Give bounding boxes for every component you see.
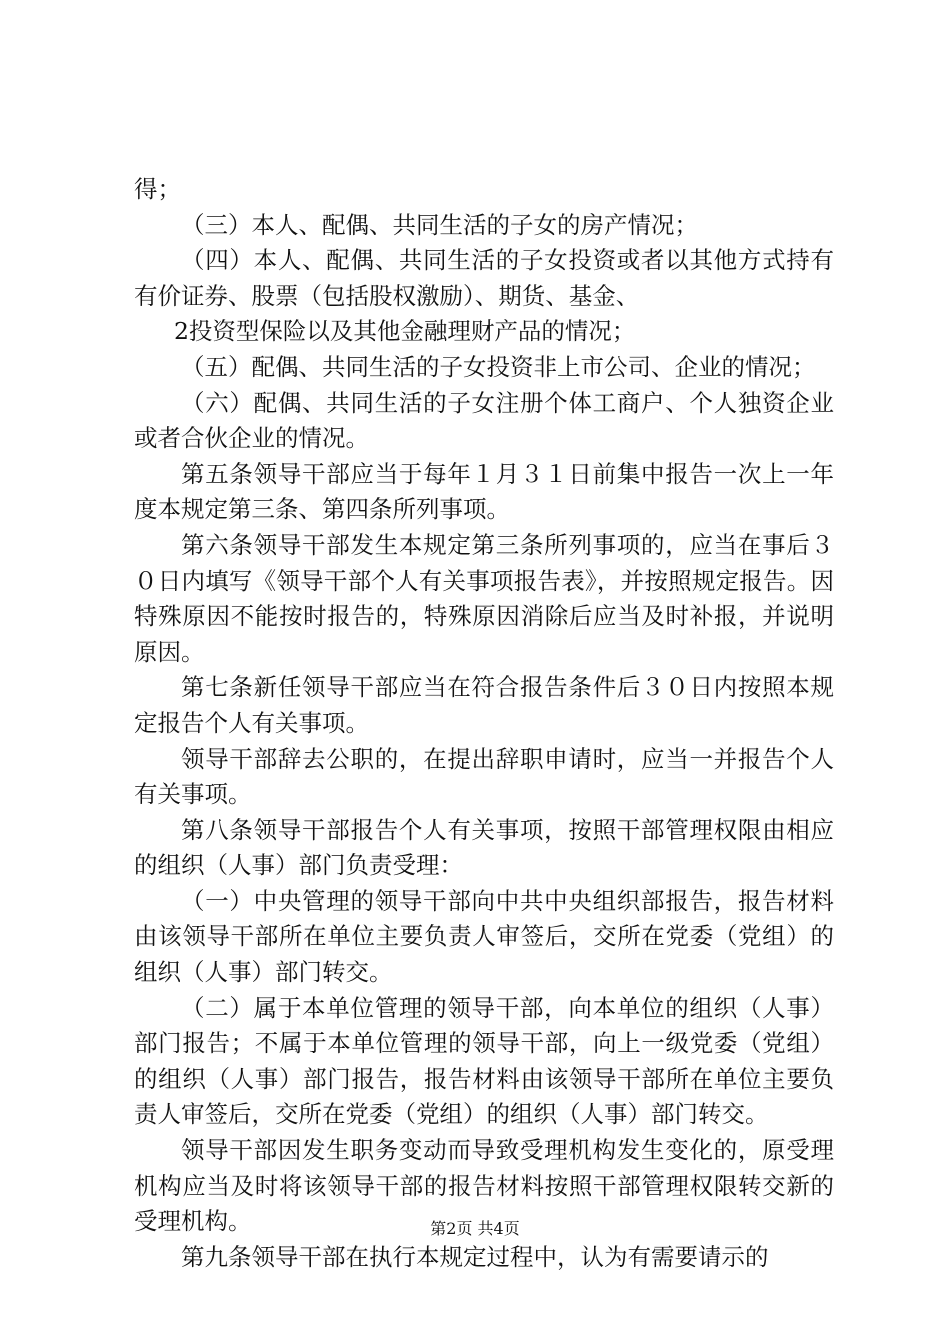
document-body [134,172,834,1275]
paragraph: 得； [134,175,181,203]
paragraph: （四）本人、配偶、共同生活的子女投资或者以其他方式持有有价证券、股票（包括股权激励）、期货、基金、 [134,246,834,310]
paragraph: （三）本人、配偶、共同生活的子女的房产情况； [181,210,698,239]
paragraph: 领导干部辞去公职的，在提出辞职申请时，应当一并报告个人有关事项。 [134,744,834,809]
paragraph: 第九条领导干部在执行本规定过程中，认为有需要请示的 [181,1242,769,1271]
paragraph: 第五条领导干部应当于每年１月３１日前集中报告一次上一年度本规定第三条、第四条所列事项。 [134,459,834,524]
paragraph: （二）属于本单位管理的领导干部，向本单位的组织（人事）部门报告；不属于本单位管理的领导干部，向上一级党委（党组）的组织（人事）部门报告，报告材料由该领导干部所在单位主要负责人审签后，交所在党委（党组）的组织（人事）部门转交。 [134,993,834,1129]
paragraph: 第七条新任领导干部应当在符合报告条件后３０日内按照本规定报告个人有关事项。 [134,673,834,737]
paragraph: 2投资型保险以及其他金融理财产品的情况； [173,317,636,346]
paragraph: （六）配偶、共同生活的子女注册个体工商户、个人独资企业或者合伙企业的情况。 [134,388,834,453]
page-footer: 第2页 共4页 [430,1219,520,1238]
paragraph: （五）配偶、共同生活的子女投资非上市公司、企业的情况； [181,352,816,381]
paragraph: （一）中央管理的领导干部向中共中央组织部报告，报告材料由该领导干部所在单位主要负责人审签后，交所在党委（党组）的组织（人事）部门转交。 [134,886,834,987]
paragraph: 第八条领导干部报告个人有关事项，按照干部管理权限由相应的组织（人事）部门负责受理： [134,815,834,880]
paragraph: 第六条领导干部发生本规定第三条所列事项的，应当在事后３０日内填写《领导干部个人有关事项报告表》，并按照规定报告。因特殊原因不能按时报告的，特殊原因消除后应当及时补报，并说明原因。 [134,530,834,666]
paragraph: 领导干部因发生职务变动而导致受理机构发生变化的，原受理机构应当及时将该领导干部的报告材料按照干部管理权限转交新的受理机构。 [134,1136,834,1236]
